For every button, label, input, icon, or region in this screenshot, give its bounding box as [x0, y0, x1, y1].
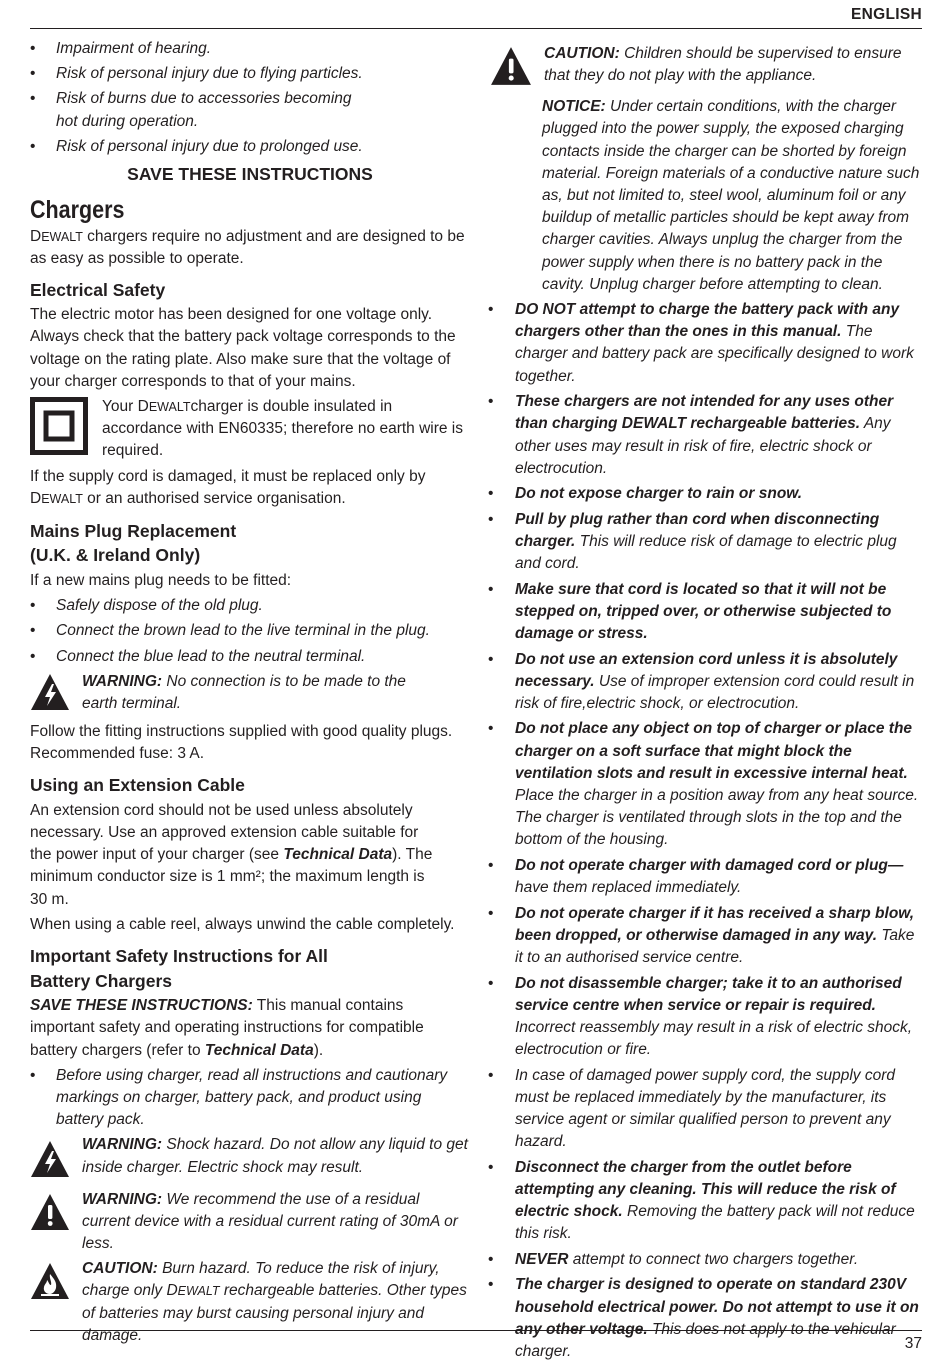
list-item: • Do not expose charger to rain or snow. — [488, 485, 803, 503]
list-item: • Do not operate charger with damaged cord or plug—have them replaced immediately. — [488, 856, 904, 897]
list-item: • Risk of personal injury due to flying particles. — [30, 65, 363, 83]
list-item: • Safely dispose of the old plug. — [30, 597, 263, 615]
list-item: • Make sure that cord is located so that it will not be stepped on, tripped over, or otherwise subjected to damage or stress. — [488, 580, 892, 643]
list-item: • Connect the brown lead to the live terminal in the plug. — [30, 622, 430, 640]
charger-safety-list — [488, 299, 924, 1363]
list-item: • Do not use an extension cord unless it is absolutely necessary. Use of improper extension cord could result in risk of fire,electric shock, or electrocution. — [488, 650, 915, 712]
earth-warning-text: WARNING: No connection is to be made to the earth terminal. — [82, 672, 406, 712]
cable-reel-text: When using a cable reel, always unwind the cable completely. — [30, 915, 455, 933]
supply-cord-text: If the supply cord is damaged, it must be replaced only by DEWALT or an authorised service organisation. — [30, 467, 426, 507]
list-item: • Risk of burns due to accessories becoming hot during operation. — [30, 90, 352, 130]
exclamation-warning-icon — [490, 46, 532, 93]
fire-hazard-icon — [30, 1262, 70, 1307]
list-item: • Connect the blue lead to the neutral terminal. — [30, 647, 366, 665]
electric-shock-warning-icon — [30, 673, 70, 718]
list-item: • Do not disassemble charger; take it to an authorised service centre when service or repair is required. Incorrect reassembly may result in a risk of electric shock, electrocution or fire. — [488, 974, 913, 1059]
header-language: ENGLISH — [851, 6, 922, 23]
rcd-warning — [30, 1189, 470, 1256]
footer-rule — [30, 1330, 922, 1331]
important-safety-text: SAVE THESE INSTRUCTIONS: This manual contains important safety and operating instructions for compatible battery chargers (refer to Technical Data). — [30, 997, 424, 1059]
rcd-warning-text: WARNING: We recommend the use of a residual current device with a residual current rating of 30mA or less. — [82, 1190, 458, 1252]
children-caution-text: CAUTION: Children should be supervised to ensure that they do not play with the appliance. — [544, 45, 902, 85]
page-number: 37 — [904, 1335, 922, 1352]
intro-bullet-list — [30, 38, 470, 158]
important-safety-title: Important Safety Instructions for All Battery Chargers — [30, 946, 328, 991]
list-item: • Impairment of hearing. — [30, 40, 212, 57]
header-rule — [30, 28, 922, 29]
shock-warning-text: WARNING: Shock hazard. Do not allow any liquid to get inside charger. Electric shock may result. — [82, 1136, 468, 1176]
chargers-intro: DEWALT chargers require no adjustment and are designed to be as easy as possible to operate. — [30, 228, 465, 268]
list-item: • Risk of personal injury due to prolonged use. — [30, 137, 363, 155]
double-insulated-icon — [30, 397, 90, 457]
electric-shock-warning-icon — [30, 1140, 70, 1185]
mains-plug-title: Mains Plug Replacement (U.K. & Ireland Only) — [30, 520, 237, 566]
electrical-safety-title: Electrical Safety — [30, 279, 166, 300]
notice-text: NOTICE: Under certain conditions, with the charger plugged into the power supply, the exposed charging contacts inside the charger can be shorted by foreign material. Foreign materials of a conductive nature such as, but not limited to, steel wool, aluminum foil or any buildup of metallic particles should be kept away from charger cavities. Always unplug the charger from the power supply when there is no battery pack in the cavity. Unplug charger before attempting to clean. — [542, 98, 920, 293]
fitting-text: Follow the fitting instructions supplied with good quality plugs. Recommended fuse: 3 A. — [30, 722, 453, 763]
extension-cable-text: An extension cord should not be used unless absolutely necessary. Use an approved extension cable suitable for the power input of your charger (see Technical Data). The minimum conductor size is 1 mm²; the maximum length is 30 m. — [30, 801, 433, 908]
right-column — [488, 42, 924, 1367]
chargers-title: Chargers — [30, 196, 125, 225]
list-item: • NEVER attempt to connect two chargers together. — [488, 1250, 859, 1268]
list-item: • Disconnect the charger from the outlet before attempting any cleaning. This will reduce the risk of electric shock. Removing the battery pack will not reduce this risk. — [488, 1158, 915, 1243]
children-caution — [488, 43, 924, 93]
burn-caution-text: CAUTION: Burn hazard. To reduce the risk of injury, charge only DEWALT rechargeable batteries. Other types of batteries may burst causing personal injury and damage. — [82, 1260, 467, 1344]
burn-caution — [30, 1258, 470, 1347]
list-item: • DO NOT attempt to charge the battery pack with any chargers other than the ones in this manual. The charger and battery pack are specifically designed to work together. — [488, 301, 914, 385]
exclamation-warning-icon — [30, 1193, 70, 1238]
list-item: • Do not place any object on top of charger or place the charger on a soft surface that might block the ventilation slots and result in excessive internal heat. Place the charger in a position away from any heat source. The charger is ventilated through slots in the top and the bottom of the housing. — [488, 720, 919, 849]
earth-warning — [30, 671, 470, 718]
list-item: • Do not operate charger if it has received a sharp blow, been dropped, or otherwise damaged in any way. Take it to an authorised service centre. — [488, 904, 915, 967]
list-item: • Pull by plug rather than cord when disconnecting charger. This will reduce risk of damage to electric plug and cord. — [488, 510, 897, 573]
double-insulated-text: Your DEWALTcharger is double insulated in accordance with EN60335; therefore no earth wire is required. — [102, 397, 464, 460]
extension-cable-title: Using an Extension Cable — [30, 775, 245, 796]
list-item: • In case of damaged power supply cord, the supply cord must be replaced immediately by the manufacturer, its service agent or similar qualified person to prevent any hazard. — [488, 1066, 895, 1151]
list-item: • These chargers are not intended for any uses other than charging DEWALT rechargeable batteries. Any other uses may result in risk of fire, electric shock or electrocution. — [488, 393, 894, 477]
mains-plug-intro: If a new mains plug needs to be fitted: — [30, 571, 292, 589]
shock-warning — [30, 1134, 470, 1185]
list-item: • Before using charger, read all instructions and cautionary markings on charger, battery pack, and product using battery pack. — [30, 1066, 448, 1129]
save-instructions-heading: SAVE THESE INSTRUCTIONS — [127, 164, 373, 185]
electrical-safety-text: The electric motor has been designed for one voltage only. Always check that the battery pack voltage corresponds to the voltage on the rating plate. Also make sure that the voltage of your charger corresponds to that of your mains. — [30, 306, 456, 390]
before-using-list — [30, 1065, 470, 1132]
mains-bullet-list — [30, 595, 470, 668]
list-item: • The charger is designed to operate on standard 230V household electrical power. Do not attempt to use it on any other voltage. This does not apply to the vehicular charger. — [488, 1276, 919, 1361]
double-insulated-notice — [30, 396, 470, 463]
left-column — [30, 38, 470, 1350]
